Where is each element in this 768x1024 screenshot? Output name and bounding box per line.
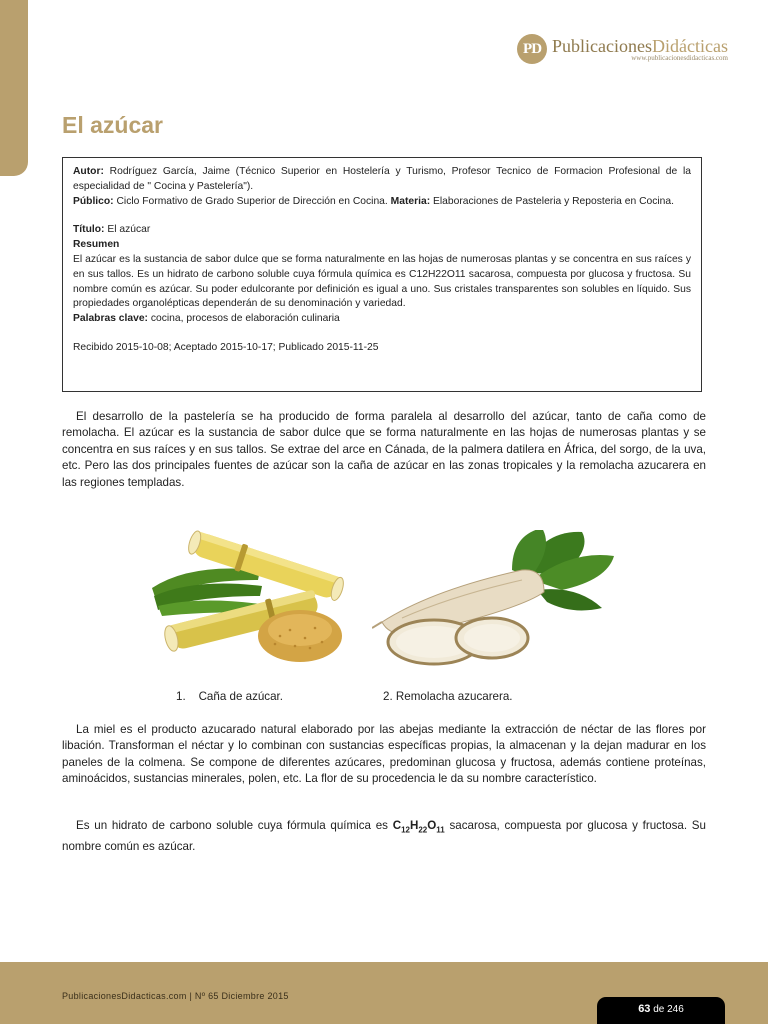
- caption-1: 1. Caña de azúcar.: [176, 690, 283, 703]
- article-title: El azúcar: [62, 112, 163, 138]
- body-paragraph-3: Es un hidrato de carbono soluble cuya fórmula química es $C_{12}H_{22}O_{11}$ sacarosa, compuesta por glucosa y fructosa. Su nombre común es azúcar.: [62, 819, 706, 853]
- abstract-box: [62, 157, 702, 392]
- page-number-badge: 63 de 246: [597, 997, 725, 1024]
- publisher-logo: [517, 34, 728, 64]
- keywords-line: Palabras clave: cocina, procesos de elaboración culinaria: [73, 313, 340, 325]
- chemical-formula: $C_{12}H_{22}O_{11}$: [392, 819, 445, 835]
- author-line: Autor: Rodríguez García, Jaime (Técnico Superior en Hostelería y Turismo, Profesor Tecnico de Formacion Profesional de la especialidad de " Cocina y Pastelería").: [73, 166, 691, 192]
- brand-name: PublicacionesDidácticas: [552, 36, 728, 56]
- pd-logo-icon: PD: [517, 34, 547, 64]
- sugar-beet-image: [372, 530, 622, 670]
- body-paragraph-1: El desarrollo de la pastelería se ha producido de forma paralela al desarrollo del azúcar, tanto de caña como de remolacha. El azúcar es la sustancia de sabor dulce que se forma naturalmente en las hojas de numerosas plantas y se concentra en sus raíces y en sus tallos. Se extrae del arce en Cánada, de la palmera datilera en África, del sorgo, de la uva, etc. Pero las dos principales fuentes de azúcar son la caña de azúcar en las zonas tropicales y la remolacha azucarera en las regiones templadas.: [62, 410, 706, 489]
- brand-url: www.publicacionesdidacticas.com: [631, 54, 728, 62]
- caption-2: 2. Remolacha azucarera.: [383, 690, 513, 703]
- side-accent-tab: [0, 0, 28, 176]
- audience-line: Público: Ciclo Formativo de Grado Superior de Dirección en Cocina. Materia: Elaboraciones de Pasteleria y Reposteria en Cocina.: [73, 195, 674, 207]
- body-paragraph-2: La miel es el producto azucarado natural elaborado por las abejas mediante la extracción de néctar de las flores por libación. Transforman el néctar y lo combinan con sustancias específicas propias, la almacenan y la dejan madurar en los paneles de la colmena. Se compone de diferentes azúcares, predominan glucosa y fructosa, además contiene proteínas, aminoácidos, sustancias minerales, polen, etc. La flor de su procedencia le da su nombre característico.: [62, 723, 706, 786]
- dates-line: Recibido 2015-10-08; Aceptado 2015-10-17; Publicado 2015-11-25: [73, 341, 379, 353]
- sugar-cane-image: [150, 518, 350, 668]
- footer-publication: PublicacionesDidacticas.com | Nº 65 Diciembre 2015: [62, 991, 289, 1001]
- summary-heading: Resumen: [73, 239, 120, 251]
- title-line: Título: El azúcar: [73, 224, 151, 236]
- summary-text: El azúcar es la sustancia de sabor dulce que se forma naturalmente en las hojas de numerosas plantas y se concentra en sus raíces y en sus tallos. Es un hidrato de carbono soluble cuya fórmula química es C12H22O11 sacarosa, compuesta por glucosa y fructosa. Su nombre común es azúcar. Su poder edulcorante por definición es igual a uno. Sus cristales transparentes son solubles en líquido. Sus propiedades organolépticas dependerán de su denominación y variedad.: [73, 253, 691, 310]
